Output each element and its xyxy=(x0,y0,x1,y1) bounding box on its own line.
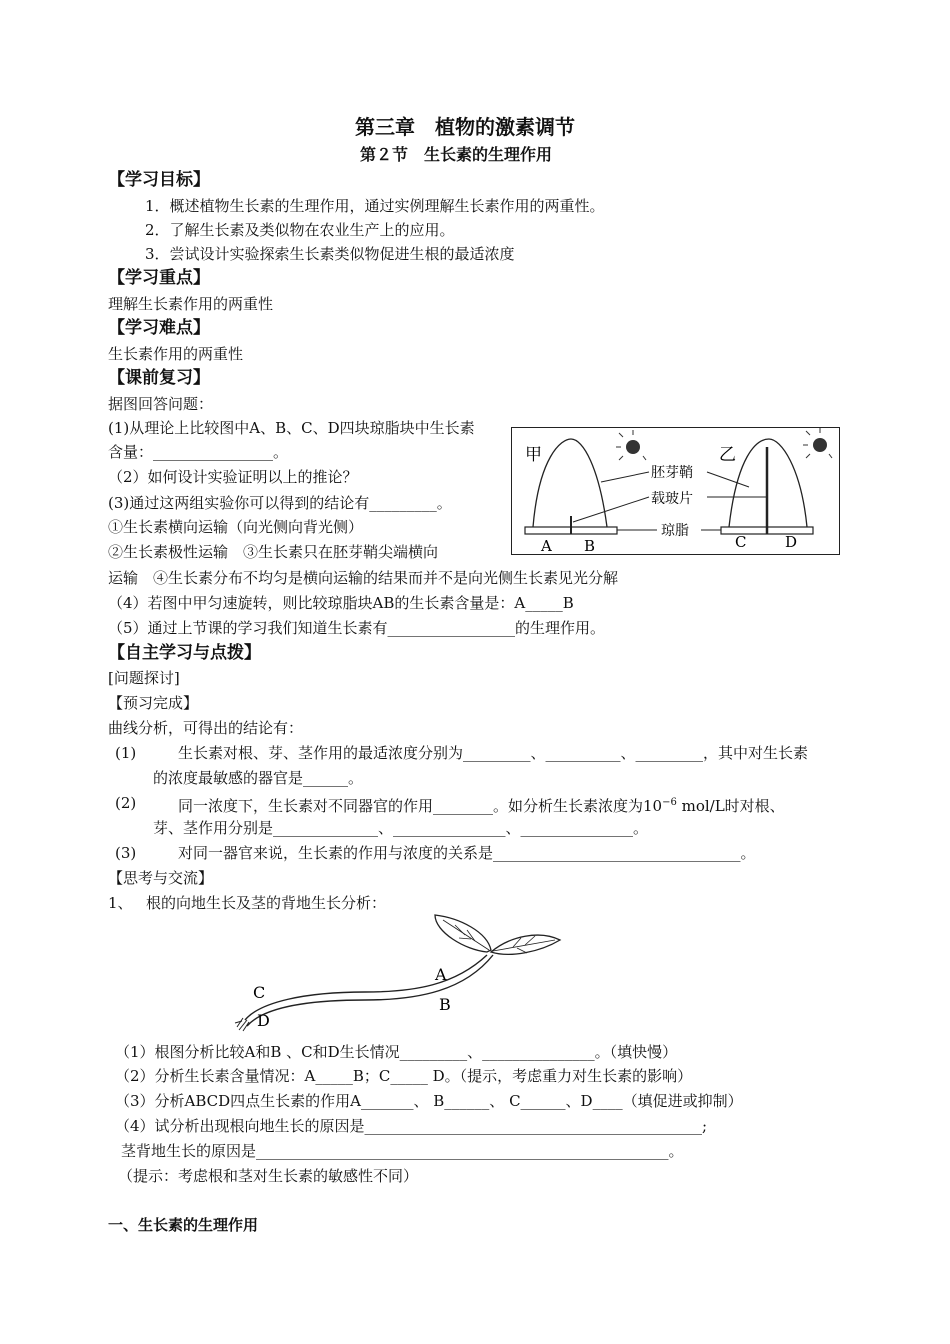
think-1: 根的向地生长及茎的背地生长分析： xyxy=(146,894,387,912)
section-objectives: 【学习目标】 xyxy=(108,170,210,190)
review-q2: （2）如何设计实验证明以上的推论？ xyxy=(108,468,358,486)
review-q3: (3)通过这两组实验你可以得到的结论有_________。 xyxy=(108,494,452,512)
seedling-label-b: B xyxy=(439,995,451,1014)
conclusion-1-cont: 的浓度最敏感的器官是______。 xyxy=(153,769,364,787)
exponent: −6 xyxy=(662,797,677,808)
objective-item: 2．了解生长素及类似物在农业生产上的应用。 xyxy=(145,221,455,239)
problem-discussion: [问题探讨] xyxy=(108,669,180,687)
conclusion-2-cont: 芽、茎作用分别是______________、_______________、_______________。 xyxy=(153,819,649,837)
seedling-q1: （1）根图分析比较A和B 、C和D生长情况_________、_______________。（填快慢） xyxy=(115,1043,678,1061)
review-q1: (1)从理论上比较图中A、B、C、D四块琼脂块中生长素 xyxy=(108,419,475,437)
review-option-1: ①生长素横向运输（向光侧向背光侧） xyxy=(108,518,364,536)
block-label-a: A xyxy=(541,537,552,555)
key-text: 理解生长素作用的两重性 xyxy=(108,295,274,313)
coleoptile-experiment-figure xyxy=(511,427,841,557)
conclusion-3: 对同一器官来说，生长素的作用与浓度的关系是_________________________________。 xyxy=(178,844,756,862)
seedling-hint: （提示：考虑根和茎对生长素的敏感性不同） xyxy=(118,1167,419,1185)
block-label-b: B xyxy=(584,537,596,555)
review-q1-answer: 含量：________________。 xyxy=(108,443,289,461)
objective-item: 1．概述植物生长素的生理作用，通过实例理解生长素作用的两重性。 xyxy=(145,197,605,215)
seedling-q3: （3）分析ABCD四点生长素的作用A_______、 B______、 C______、D____（填促进或抑制） xyxy=(115,1092,743,1110)
figure-label-yi: 乙 xyxy=(719,445,736,465)
seedling-label-a: A xyxy=(435,965,447,984)
final-heading: 一、生长素的生理作用 xyxy=(108,1216,259,1234)
conclusion-2-text: 同一浓度下，生长素对不同器官的作用________。如分析生长素浓度为10 xyxy=(178,797,663,815)
label-agar: 琼脂 xyxy=(661,523,689,539)
figure-label-jia: 甲 xyxy=(525,445,542,465)
label-coleoptile: 胚芽鞘 xyxy=(651,465,693,481)
label-slide: 载玻片 xyxy=(651,491,693,507)
page-subtitle: 第２节 生长素的生理作用 xyxy=(360,145,553,164)
section-difficulty: 【学习难点】 xyxy=(108,318,210,338)
block-label-d: D xyxy=(785,533,798,551)
think-heading: 【思考与交流】 xyxy=(108,869,214,887)
seedling-q4-cont: 茎背地生长的原因是_______________________________________________________。 xyxy=(121,1142,684,1160)
block-label-c: C xyxy=(735,533,747,551)
objective-item: 3．尝试设计实验探索生长素类似物促进生根的最适浓度 xyxy=(145,245,515,263)
conclusion-2-num: (2) xyxy=(115,794,137,812)
section-review: 【课前复习】 xyxy=(108,368,210,388)
seedling-figure xyxy=(225,910,565,1035)
review-option-3: 运输 ④生长素分布不均匀是横向运输的结果而并不是向光侧生长素见光分解 xyxy=(108,569,619,587)
review-q4: （4）若图中甲匀速旋转，则比较琼脂块AB的生长素含量是：A_____B xyxy=(108,594,574,612)
preview-heading: 【预习完成】 xyxy=(108,694,199,712)
section-self-study: 【自主学习与点拨】 xyxy=(108,643,261,663)
seedling-label-c: C xyxy=(253,983,266,1002)
difficulty-text: 生长素作用的两重性 xyxy=(108,345,244,363)
conclusion-1: 生长素对根、芽、茎作用的最适浓度分别为_________、__________、_________，其中对生长素 xyxy=(178,744,809,762)
conclusion-2 xyxy=(178,793,785,816)
review-q5: （5）通过上节课的学习我们知道生长素有_________________的生理作用。 xyxy=(108,619,606,637)
think-1-num: 1、 xyxy=(108,894,133,912)
seedling-q2: （2）分析生长素含量情况：A_____B；C_____ D。（提示，考虑重力对生长素的影响） xyxy=(115,1067,693,1085)
conclusion-2-tail: mol/L时对根、 xyxy=(676,797,785,815)
seedling-label-d: D xyxy=(257,1011,270,1030)
review-option-2: ②生长素极性运输 ③生长素只在胚芽鞘尖端横向 xyxy=(108,543,439,561)
seedling-q4: （4）试分析出现根向地生长的原因是_____________________________________________; xyxy=(115,1117,708,1135)
conclusion-3-num: (3) xyxy=(115,844,137,862)
curve-intro: 曲线分析，可得出的结论有： xyxy=(108,719,304,737)
page-title: 第三章 植物的激素调节 xyxy=(355,115,575,139)
section-key: 【学习重点】 xyxy=(108,268,210,288)
review-intro: 据图回答问题： xyxy=(108,395,214,413)
conclusion-1-num: (1) xyxy=(115,744,137,762)
